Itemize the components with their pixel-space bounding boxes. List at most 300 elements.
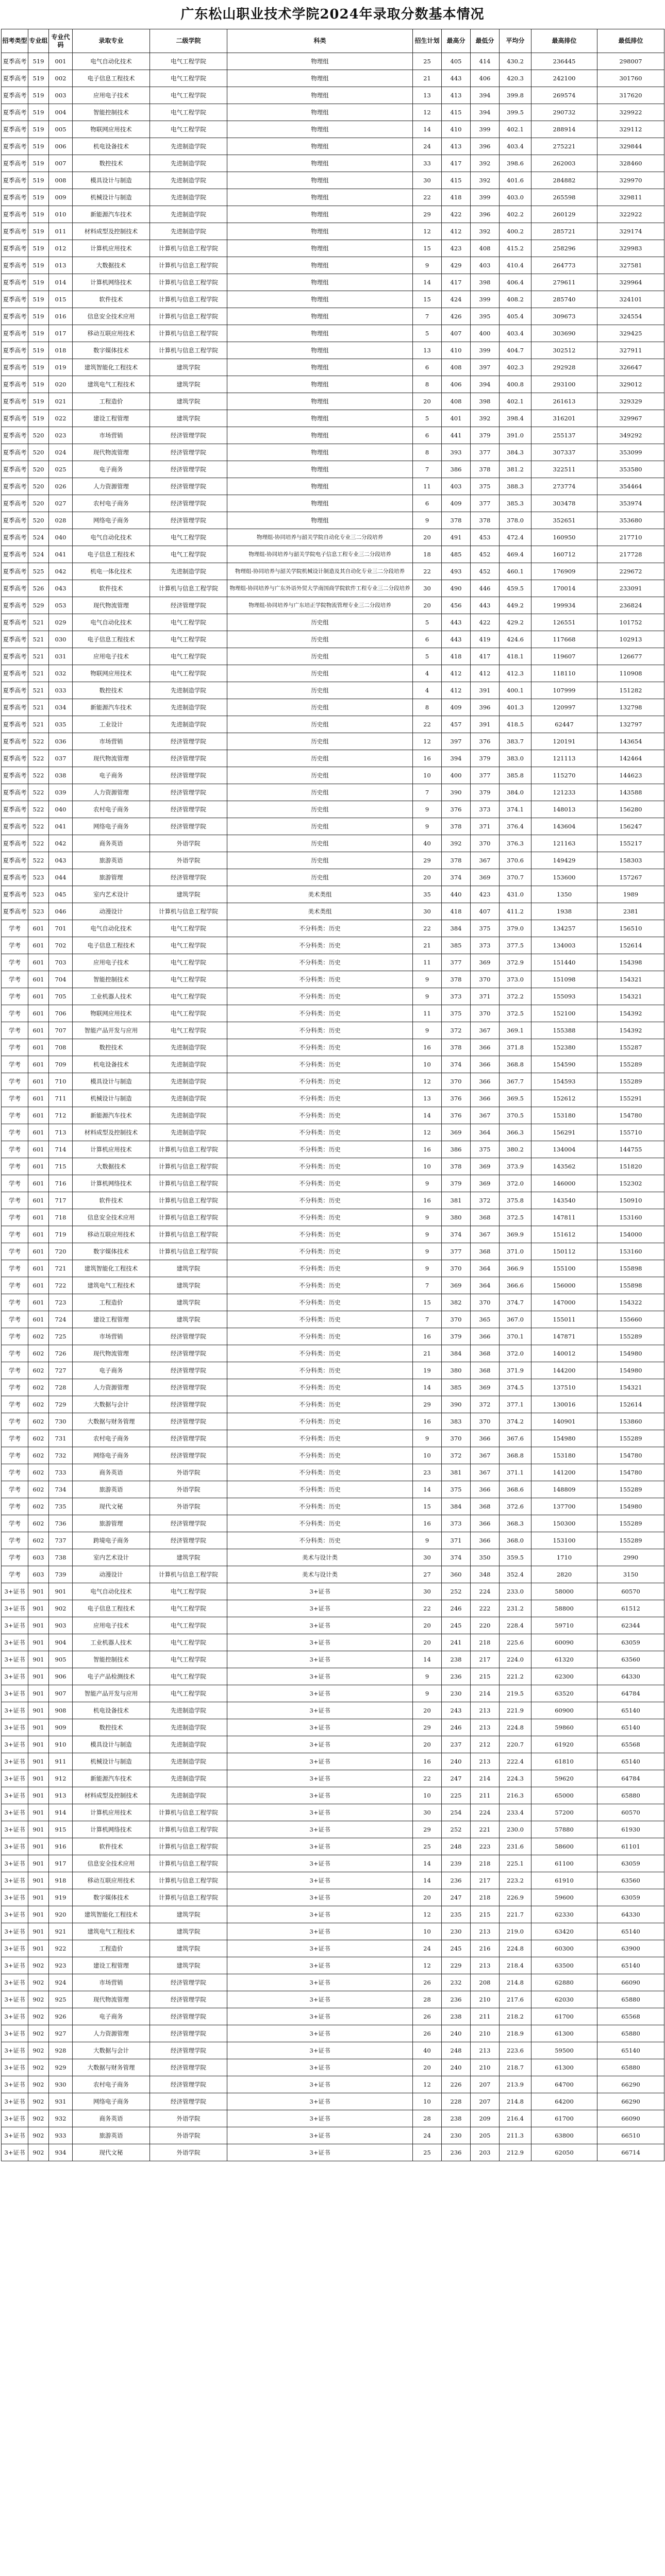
cell-plan: 33 (413, 155, 442, 172)
cell-plan: 8 (413, 699, 442, 716)
cell-college: 电气工程学院 (150, 937, 227, 954)
cell-avg-score: 225.6 (500, 1634, 531, 1651)
cell-college: 经济管理学院 (150, 478, 227, 495)
table-row (2, 971, 664, 988)
table-row (2, 1889, 664, 1906)
cell-exam-type: 夏季高考 (2, 903, 28, 920)
cell-major: 智能产品开发与应用 (73, 1685, 150, 1702)
cell-group: 519 (28, 359, 49, 376)
cell-plan: 22 (413, 189, 442, 206)
cell-group: 521 (28, 631, 49, 648)
cell-min-score: 215 (471, 1906, 500, 1923)
cell-exam-type: 3+证书 (2, 1991, 28, 2008)
cell-plan: 14 (413, 1107, 442, 1124)
cell-group: 902 (28, 2127, 49, 2144)
cell-college: 计算机与信息工程学院 (150, 580, 227, 597)
cell-major-code: 931 (49, 2093, 73, 2110)
table-row (2, 1396, 664, 1413)
cell-min-score: 392 (471, 223, 500, 240)
cell-college: 电气工程学院 (150, 665, 227, 682)
cell-exam-type: 夏季高考 (2, 104, 28, 121)
cell-category: 物理组 (227, 376, 413, 393)
cell-group: 602 (28, 1379, 49, 1396)
cell-avg-score: 402.2 (500, 206, 531, 223)
cell-major: 市场营销 (73, 733, 150, 750)
cell-category: 不分科类：历史 (227, 1124, 413, 1141)
cell-major-code: 053 (49, 597, 73, 614)
cell-exam-type: 学考 (2, 1498, 28, 1515)
cell-exam-type: 学考 (2, 1260, 28, 1277)
cell-college: 计算机与信息工程学院 (150, 291, 227, 308)
cell-max-score: 456 (442, 597, 471, 614)
cell-major: 大数据与会计 (73, 2042, 150, 2059)
cell-category: 3+证书 (227, 2076, 413, 2093)
cell-college: 建筑学院 (150, 1957, 227, 1974)
cell-group: 901 (28, 1668, 49, 1685)
cell-major-code: 934 (49, 2144, 73, 2161)
cell-college: 先进制造学院 (150, 682, 227, 699)
table-row (2, 631, 664, 648)
cell-major: 农村电子商务 (73, 1430, 150, 1447)
cell-max-score: 236 (442, 2144, 471, 2161)
cell-min-rank: 66090 (597, 2110, 664, 2127)
cell-avg-score: 385.3 (500, 495, 531, 512)
cell-major-code: 904 (49, 1634, 73, 1651)
cell-plan: 16 (413, 1141, 442, 1158)
cell-major: 电气自动化技术 (73, 529, 150, 546)
cell-max-score: 238 (442, 2110, 471, 2127)
cell-major: 现代物流管理 (73, 597, 150, 614)
cell-major-code: 914 (49, 1804, 73, 1821)
cell-max-score: 440 (442, 886, 471, 903)
cell-category: 物理组-协同培养与韶关学院自动化专业三二分段培养 (227, 529, 413, 546)
cell-min-rank: 329983 (597, 240, 664, 257)
cell-category: 物理组 (227, 393, 413, 410)
cell-max-score: 378 (442, 852, 471, 869)
cell-group: 522 (28, 767, 49, 784)
cell-min-score: 372 (471, 1396, 500, 1413)
table-row (2, 682, 664, 699)
cell-plan: 6 (413, 359, 442, 376)
cell-plan: 10 (413, 2093, 442, 2110)
cell-max-score: 370 (442, 1311, 471, 1328)
cell-min-rank: 65568 (597, 2008, 664, 2025)
cell-max-rank: 140901 (531, 1413, 597, 1430)
cell-group: 902 (28, 1957, 49, 1974)
cell-min-score: 392 (471, 410, 500, 427)
cell-plan: 10 (413, 1447, 442, 1464)
table-row (2, 852, 664, 869)
cell-min-rank: 64330 (597, 1906, 664, 1923)
cell-min-rank: 60570 (597, 1804, 664, 1821)
cell-max-score: 381 (442, 1192, 471, 1209)
cell-avg-score: 403.0 (500, 189, 531, 206)
cell-college: 建筑学院 (150, 1277, 227, 1294)
cell-group: 520 (28, 444, 49, 461)
cell-major-code: 704 (49, 971, 73, 988)
cell-group: 902 (28, 2076, 49, 2093)
cell-major: 应用电子技术 (73, 87, 150, 104)
cell-exam-type: 夏季高考 (2, 376, 28, 393)
cell-major-code: 002 (49, 70, 73, 87)
cell-min-score: 379 (471, 784, 500, 801)
table-row (2, 1124, 664, 1141)
cell-category: 物理组 (227, 138, 413, 155)
cell-max-rank: 64200 (531, 2093, 597, 2110)
table-row (2, 1668, 664, 1685)
cell-max-score: 409 (442, 699, 471, 716)
cell-college: 先进制造学院 (150, 223, 227, 240)
cell-major-code: 041 (49, 546, 73, 563)
cell-max-rank: 1350 (531, 886, 597, 903)
cell-min-score: 367 (471, 1226, 500, 1243)
cell-group: 601 (28, 920, 49, 937)
cell-category: 不分科类：历史 (227, 1311, 413, 1328)
table-row (2, 223, 664, 240)
cell-exam-type: 3+证书 (2, 1923, 28, 1940)
cell-max-score: 378 (442, 818, 471, 835)
table-row (2, 1328, 664, 1345)
cell-min-rank: 154980 (597, 1498, 664, 1515)
table-row (2, 172, 664, 189)
cell-exam-type: 夏季高考 (2, 665, 28, 682)
cell-category: 物理组 (227, 478, 413, 495)
cell-major-code: 721 (49, 1260, 73, 1277)
cell-min-rank: 64784 (597, 1770, 664, 1787)
cell-college: 经济管理学院 (150, 2008, 227, 2025)
cell-max-rank: 316201 (531, 410, 597, 427)
cell-category: 3+证书 (227, 1855, 413, 1872)
table-row (2, 257, 664, 274)
cell-major-code: 021 (49, 393, 73, 410)
cell-min-score: 377 (471, 444, 500, 461)
cell-max-score: 408 (442, 393, 471, 410)
cell-exam-type: 学考 (2, 1124, 28, 1141)
cell-plan: 18 (413, 546, 442, 563)
cell-exam-type: 夏季高考 (2, 393, 28, 410)
cell-min-score: 378 (471, 461, 500, 478)
cell-plan: 25 (413, 2144, 442, 2161)
cell-max-score: 370 (442, 1260, 471, 1277)
cell-min-score: 373 (471, 801, 500, 818)
cell-min-rank: 155289 (597, 1430, 664, 1447)
cell-plan: 35 (413, 886, 442, 903)
cell-plan: 16 (413, 1413, 442, 1430)
cell-max-rank: 153180 (531, 1107, 597, 1124)
cell-major: 电气自动化技术 (73, 1583, 150, 1600)
cell-group: 901 (28, 1702, 49, 1719)
cell-major: 现代物流管理 (73, 1991, 150, 2008)
cell-min-score: 213 (471, 1753, 500, 1770)
cell-min-rank: 110908 (597, 665, 664, 682)
cell-max-score: 443 (442, 70, 471, 87)
cell-max-score: 443 (442, 614, 471, 631)
cell-min-score: 379 (471, 427, 500, 444)
cell-max-score: 485 (442, 546, 471, 563)
cell-category: 物理组 (227, 342, 413, 359)
cell-exam-type: 夏季高考 (2, 138, 28, 155)
cell-major-code: 009 (49, 189, 73, 206)
cell-max-score: 372 (442, 1022, 471, 1039)
cell-major-code: 734 (49, 1481, 73, 1498)
cell-avg-score: 370.6 (500, 852, 531, 869)
cell-min-rank: 65568 (597, 1736, 664, 1753)
cell-min-score: 396 (471, 699, 500, 716)
cell-major: 大数据技术 (73, 257, 150, 274)
cell-plan: 15 (413, 1498, 442, 1515)
cell-max-score: 238 (442, 1651, 471, 1668)
cell-college: 计算机与信息工程学院 (150, 1209, 227, 1226)
cell-max-score: 385 (442, 1379, 471, 1396)
table-row (2, 240, 664, 257)
cell-major: 现代物流管理 (73, 444, 150, 461)
cell-major-code: 003 (49, 87, 73, 104)
cell-plan: 12 (413, 1073, 442, 1090)
table-row (2, 937, 664, 954)
cell-avg-score: 214.8 (500, 1974, 531, 1991)
cell-exam-type: 3+证书 (2, 1753, 28, 1770)
cell-plan: 29 (413, 206, 442, 223)
cell-min-rank: 61930 (597, 1821, 664, 1838)
cell-exam-type: 学考 (2, 1192, 28, 1209)
cell-group: 519 (28, 240, 49, 257)
cell-exam-type: 学考 (2, 1243, 28, 1260)
cell-category: 3+证书 (227, 1617, 413, 1634)
cell-exam-type: 学考 (2, 1090, 28, 1107)
cell-avg-score: 380.2 (500, 1141, 531, 1158)
cell-max-score: 418 (442, 903, 471, 920)
cell-min-score: 394 (471, 376, 500, 393)
cell-group: 601 (28, 1005, 49, 1022)
cell-max-score: 393 (442, 444, 471, 461)
cell-college: 先进制造学院 (150, 1090, 227, 1107)
cell-max-rank: 143562 (531, 1158, 597, 1175)
cell-plan: 14 (413, 1651, 442, 1668)
cell-exam-type: 夏季高考 (2, 53, 28, 70)
cell-college: 先进制造学院 (150, 189, 227, 206)
cell-max-rank: 285740 (531, 291, 597, 308)
cell-max-score: 390 (442, 1396, 471, 1413)
cell-college: 先进制造学院 (150, 1124, 227, 1141)
cell-avg-score: 374.1 (500, 801, 531, 818)
cell-group: 901 (28, 1787, 49, 1804)
header-min-rank: 最低排位 (597, 29, 664, 53)
cell-min-rank: 327581 (597, 257, 664, 274)
cell-exam-type: 夏季高考 (2, 189, 28, 206)
admission-score-table (1, 29, 664, 2161)
cell-max-score: 232 (442, 1974, 471, 1991)
cell-exam-type: 夏季高考 (2, 155, 28, 172)
cell-max-score: 379 (442, 1175, 471, 1192)
cell-max-score: 378 (442, 512, 471, 529)
cell-major-code: 013 (49, 257, 73, 274)
cell-max-rank: 236445 (531, 53, 597, 70)
cell-max-rank: 153100 (531, 1532, 597, 1549)
cell-major: 模具设计与制造 (73, 172, 150, 189)
cell-group: 525 (28, 563, 49, 580)
table-row (2, 2144, 664, 2161)
cell-max-rank: 151612 (531, 1226, 597, 1243)
cell-max-rank: 322511 (531, 461, 597, 478)
cell-min-rank: 63059 (597, 1855, 664, 1872)
cell-group: 601 (28, 1294, 49, 1311)
cell-category: 3+证书 (227, 1991, 413, 2008)
cell-avg-score: 216.4 (500, 2110, 531, 2127)
cell-exam-type: 夏季高考 (2, 852, 28, 869)
cell-exam-type: 学考 (2, 1464, 28, 1481)
cell-major-code: 724 (49, 1311, 73, 1328)
cell-major-code: 042 (49, 563, 73, 580)
cell-college: 经济管理学院 (150, 750, 227, 767)
cell-exam-type: 3+证书 (2, 1719, 28, 1736)
table-row (2, 1226, 664, 1243)
table-header-row (2, 29, 664, 53)
cell-major: 电子商务 (73, 2008, 150, 2025)
cell-avg-score: 377.5 (500, 937, 531, 954)
cell-min-score: 369 (471, 1158, 500, 1175)
table-row (2, 1770, 664, 1787)
cell-exam-type: 学考 (2, 1056, 28, 1073)
cell-max-score: 417 (442, 274, 471, 291)
cell-major-code: 042 (49, 835, 73, 852)
cell-group: 901 (28, 1583, 49, 1600)
cell-exam-type: 学考 (2, 1277, 28, 1294)
cell-major-code: 040 (49, 801, 73, 818)
cell-avg-score: 372.0 (500, 1345, 531, 1362)
cell-exam-type: 学考 (2, 1447, 28, 1464)
cell-major: 商务英语 (73, 2110, 150, 2127)
cell-major-code: 727 (49, 1362, 73, 1379)
cell-group: 521 (28, 716, 49, 733)
table-row (2, 291, 664, 308)
cell-min-score: 215 (471, 1668, 500, 1685)
cell-min-score: 403 (471, 257, 500, 274)
cell-min-score: 217 (471, 1872, 500, 1889)
cell-major-code: 920 (49, 1906, 73, 1923)
cell-group: 901 (28, 1923, 49, 1940)
cell-major-code: 016 (49, 308, 73, 325)
cell-group: 602 (28, 1362, 49, 1379)
cell-major: 模具设计与制造 (73, 1736, 150, 1753)
cell-max-rank: 154980 (531, 1430, 597, 1447)
table-body (2, 53, 664, 2161)
cell-group: 901 (28, 1651, 49, 1668)
cell-max-score: 394 (442, 750, 471, 767)
cell-college: 外语学院 (150, 1464, 227, 1481)
cell-group: 519 (28, 291, 49, 308)
cell-min-rank: 154780 (597, 1107, 664, 1124)
cell-min-rank: 154980 (597, 1362, 664, 1379)
cell-min-score: 203 (471, 2144, 500, 2161)
cell-plan: 9 (413, 1209, 442, 1226)
cell-category: 历史组 (227, 631, 413, 648)
cell-plan: 5 (413, 410, 442, 427)
cell-major: 数控技术 (73, 1719, 150, 1736)
cell-plan: 19 (413, 1362, 442, 1379)
cell-plan: 15 (413, 1294, 442, 1311)
cell-category: 物理组 (227, 427, 413, 444)
cell-major-code: 038 (49, 767, 73, 784)
cell-major-code: 929 (49, 2059, 73, 2076)
cell-max-score: 412 (442, 665, 471, 682)
cell-avg-score: 374.5 (500, 1379, 531, 1396)
cell-max-rank: 302512 (531, 342, 597, 359)
cell-plan: 11 (413, 1005, 442, 1022)
cell-major-code: 703 (49, 954, 73, 971)
cell-min-score: 369 (471, 954, 500, 971)
cell-group: 523 (28, 903, 49, 920)
table-row (2, 2093, 664, 2110)
cell-plan: 16 (413, 1515, 442, 1532)
cell-avg-score: 372.9 (500, 954, 531, 971)
cell-min-rank: 66290 (597, 2093, 664, 2110)
cell-min-rank: 155287 (597, 1039, 664, 1056)
cell-category: 美术与设计类 (227, 1549, 413, 1566)
cell-max-rank: 130016 (531, 1396, 597, 1413)
cell-major: 商务英语 (73, 835, 150, 852)
cell-major-code: 018 (49, 342, 73, 359)
cell-avg-score: 472.4 (500, 529, 531, 546)
cell-min-rank: 155291 (597, 1090, 664, 1107)
cell-max-rank: 285721 (531, 223, 597, 240)
cell-max-rank: 65000 (531, 1787, 597, 1804)
cell-avg-score: 400.8 (500, 376, 531, 393)
cell-major: 智能控制技术 (73, 1651, 150, 1668)
cell-min-score: 213 (471, 1719, 500, 1736)
cell-plan: 12 (413, 2076, 442, 2093)
cell-min-rank: 61512 (597, 1600, 664, 1617)
cell-min-score: 395 (471, 308, 500, 325)
cell-max-rank: 117668 (531, 631, 597, 648)
cell-plan: 6 (413, 495, 442, 512)
cell-group: 520 (28, 495, 49, 512)
cell-category: 3+证书 (227, 1770, 413, 1787)
cell-max-rank: 260129 (531, 206, 597, 223)
cell-college: 经济管理学院 (150, 2042, 227, 2059)
cell-group: 901 (28, 1940, 49, 1957)
cell-exam-type: 学考 (2, 1005, 28, 1022)
cell-min-score: 216 (471, 1940, 500, 1957)
cell-major: 网络电子商务 (73, 2093, 150, 2110)
cell-min-rank: 353099 (597, 444, 664, 461)
cell-college: 电气工程学院 (150, 614, 227, 631)
cell-major: 计算机网络技术 (73, 1175, 150, 1192)
cell-avg-score: 431.0 (500, 886, 531, 903)
cell-group: 901 (28, 1872, 49, 1889)
cell-major: 智能产品开发与应用 (73, 1022, 150, 1039)
cell-category: 历史组 (227, 614, 413, 631)
cell-college: 计算机与信息工程学院 (150, 1804, 227, 1821)
cell-exam-type: 夏季高考 (2, 682, 28, 699)
cell-max-score: 410 (442, 342, 471, 359)
cell-avg-score: 418.5 (500, 716, 531, 733)
cell-avg-score: 429.2 (500, 614, 531, 631)
cell-college: 先进制造学院 (150, 1770, 227, 1787)
cell-category: 不分科类：历史 (227, 1192, 413, 1209)
cell-major: 电子商务 (73, 767, 150, 784)
cell-major-code: 039 (49, 784, 73, 801)
cell-exam-type: 夏季高考 (2, 529, 28, 546)
cell-max-score: 241 (442, 1634, 471, 1651)
cell-college: 先进制造学院 (150, 138, 227, 155)
header-max-rank: 最高排位 (531, 29, 597, 53)
cell-min-rank: 143654 (597, 733, 664, 750)
cell-major: 模具设计与制造 (73, 1073, 150, 1090)
cell-college: 电气工程学院 (150, 70, 227, 87)
cell-exam-type: 3+证书 (2, 2144, 28, 2161)
cell-avg-score: 218.7 (500, 2059, 531, 2076)
cell-college: 电气工程学院 (150, 1022, 227, 1039)
